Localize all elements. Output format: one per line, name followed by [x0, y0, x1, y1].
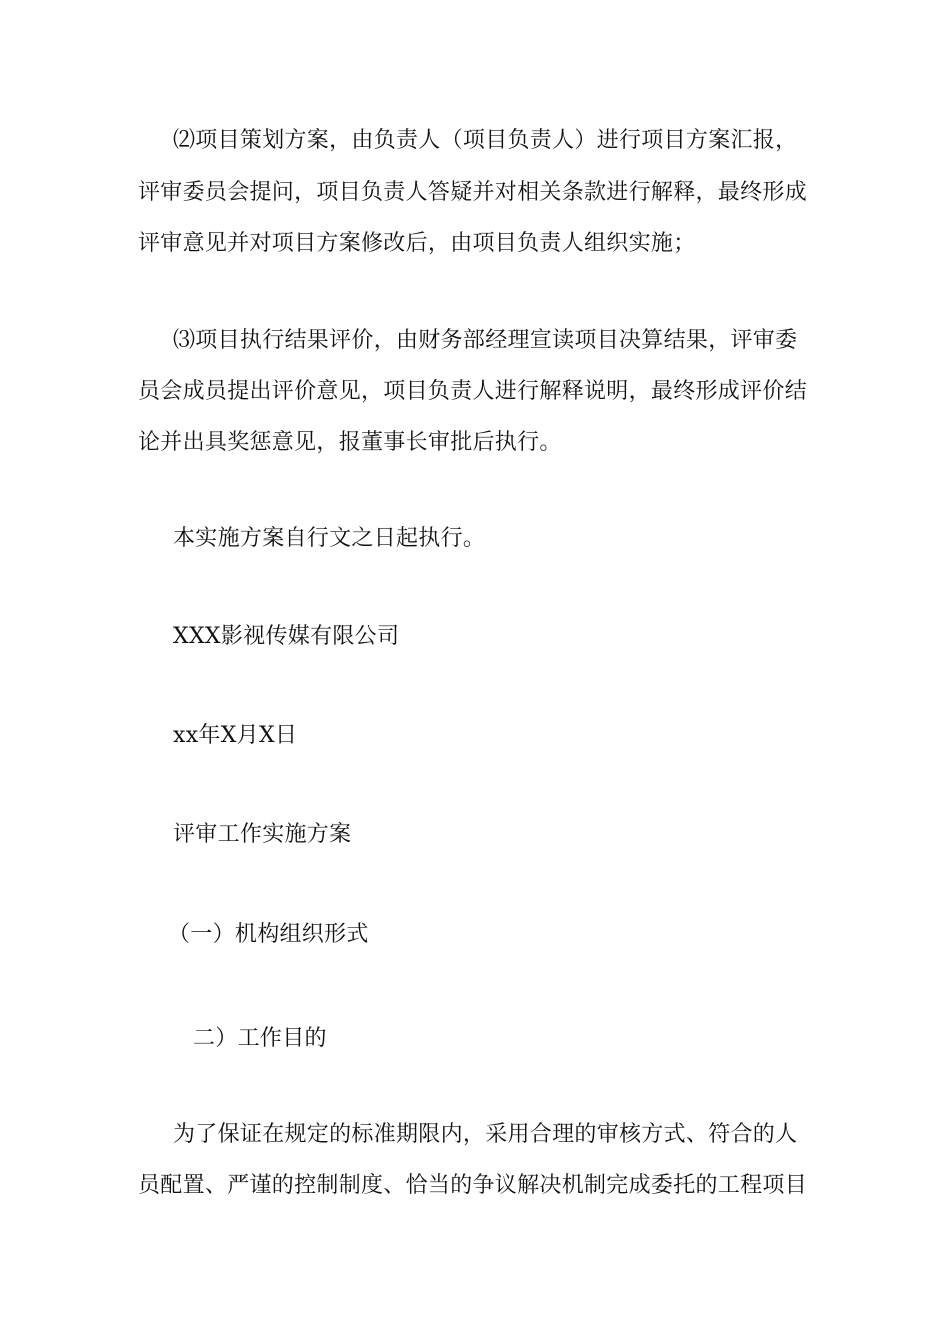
paragraph-3-line-3: 论并出具奖惩意见，报董事长审批后执行。 [138, 430, 562, 455]
effective-statement: 本实施方案自行文之日起执行。 [173, 526, 486, 551]
paragraph-2-line-3: 评审意见并对项目方案修改后，由项目负责人组织实施； [138, 231, 696, 256]
paragraph-2-line-2: 评审委员会提问，项目负责人答疑并对相关条款进行解释，最终形成 [138, 180, 808, 205]
paragraph-purpose-line-1: 为了保证在规定的标准期限内，采用合理的审核方式、符合的人 [173, 1122, 798, 1147]
heading-organization-form: （一）机构组织形式 [168, 922, 369, 947]
document-date: xx年X月X日 [173, 723, 298, 748]
paragraph-purpose-line-2: 员配置、严谨的控制制度、恰当的争议解决机制完成委托的工程项目 [138, 1173, 808, 1198]
paragraph-2-line-1: ⑵项目策划方案，由负责人（项目负责人）进行项目方案汇报， [173, 128, 798, 153]
company-name: XXX影视传媒有限公司 [173, 624, 400, 649]
section-title: 评审工作实施方案 [173, 822, 352, 847]
paragraph-3-line-1: ⑶项目执行结果评价，由财务部经理宣读项目决算结果，评审委 [173, 328, 798, 353]
heading-work-purpose: 二）工作目的 [193, 1026, 327, 1051]
paragraph-3-line-2: 员会成员提出评价意见，项目负责人进行解释说明，最终形成评价结 [138, 379, 808, 404]
